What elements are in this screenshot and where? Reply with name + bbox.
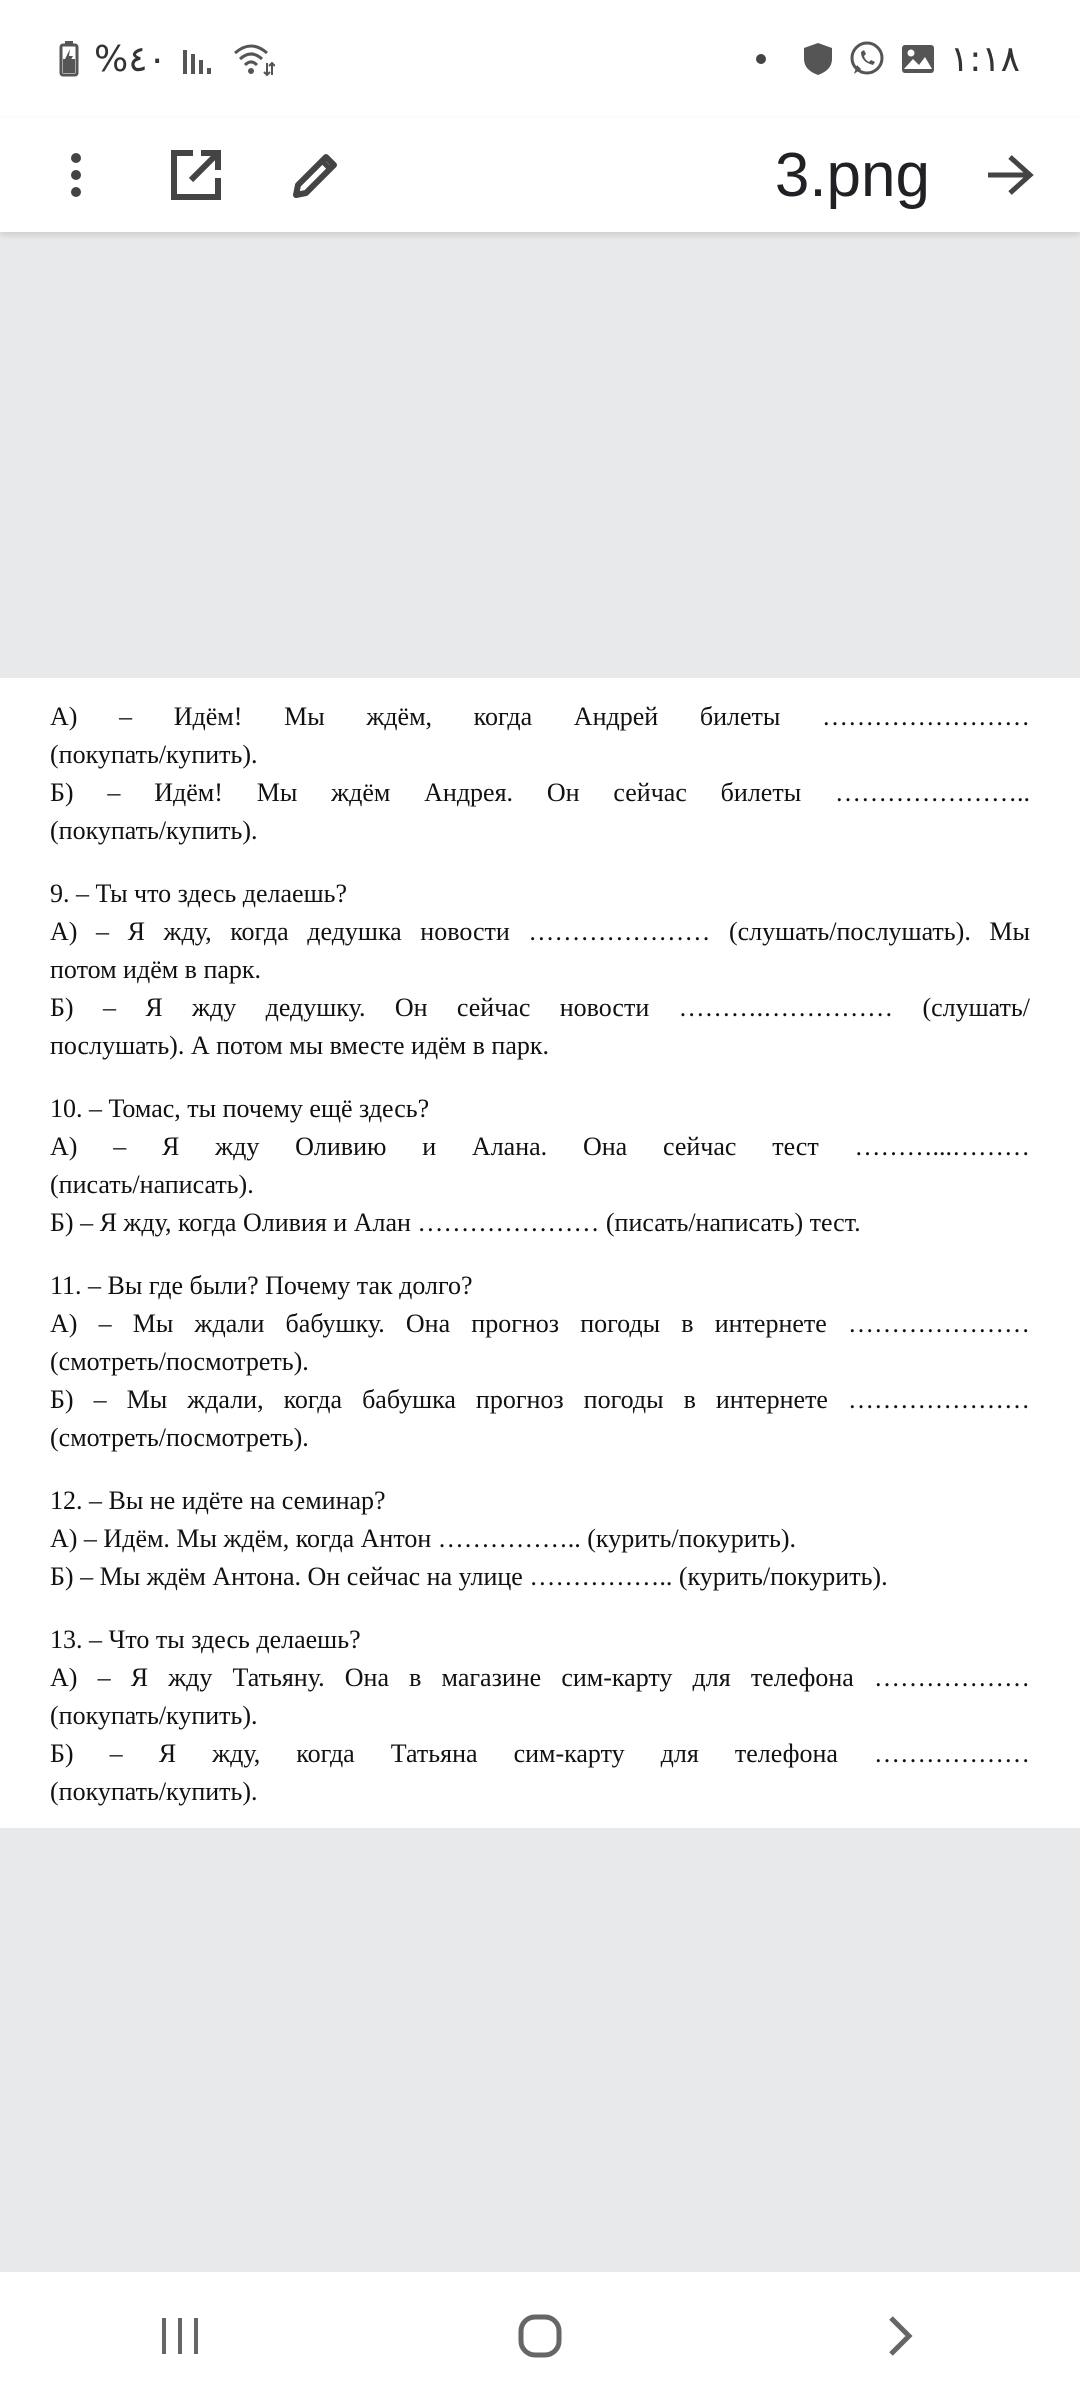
- toolbar-actions: [36, 135, 356, 215]
- text-line: А) – Я жду Оливию и Алана. Она сейчас тест ………...………: [50, 1132, 1030, 1161]
- question-heading: 13. – Что ты здесь делаешь?: [50, 1625, 361, 1654]
- more-vert-icon: [69, 150, 83, 200]
- text-line: А) – Мы ждали бабушку. Она прогноз погоды в интернете …………………: [50, 1309, 1030, 1338]
- status-right: [756, 39, 1020, 80]
- question-block: [50, 1482, 1030, 1596]
- system-nav-bar: [0, 2272, 1080, 2400]
- home-icon: [518, 2314, 562, 2358]
- more-options-button[interactable]: [36, 135, 116, 215]
- text-line: Б) – Я жду, когда Оливия и Алан ………………… (писать/написать) тест.: [50, 1208, 861, 1237]
- question-heading: 12. – Вы не идёте на семинар?: [50, 1486, 386, 1515]
- text-line: А) – Идём! Мы ждём, когда Андрей билеты ……………………: [50, 702, 1030, 731]
- text-line: (покупать/купить).: [50, 740, 258, 769]
- text-line: (покупать/купить).: [50, 1701, 258, 1730]
- text-line: (смотреть/посмотреть).: [50, 1347, 309, 1376]
- status-left: [58, 39, 275, 80]
- question-heading: 11. – Вы где были? Почему так долго?: [50, 1271, 473, 1300]
- home-button[interactable]: [480, 2286, 600, 2386]
- recent-apps-button[interactable]: [120, 2286, 240, 2386]
- question-block: [50, 698, 1030, 850]
- text-line: Б) – Мы ждём Антона. Он сейчас на улице …………….. (курить/покурить).: [50, 1562, 888, 1591]
- text-line: А) – Идём. Мы ждём, когда Антон …………….. (курить/покурить).: [50, 1524, 797, 1553]
- battery-icon: [58, 41, 80, 77]
- question-block: [50, 1267, 1030, 1457]
- arrow-forward-icon: [986, 153, 1034, 197]
- notification-dot: [756, 54, 766, 64]
- battery-percent: %٤٠: [94, 38, 167, 80]
- open-external-icon: [169, 148, 223, 202]
- signal-icon: [181, 42, 217, 76]
- text-line: (смотреть/посмотреть).: [50, 1423, 309, 1452]
- question-heading: 10. – Томас, ты почему ещё здесь?: [50, 1094, 430, 1123]
- text-line: (писать/написать).: [50, 1170, 254, 1199]
- wifi-icon: [231, 41, 275, 77]
- back-icon: [885, 2314, 915, 2358]
- next-button[interactable]: [970, 135, 1050, 215]
- edit-icon: [290, 149, 342, 201]
- text-line: потом идём в парк.: [50, 955, 262, 984]
- status-bar: [0, 0, 1080, 118]
- text-line: (покупать/купить).: [50, 1777, 258, 1806]
- text-line: А) – Я жду, когда дедушка новости ………………… (слушать/послушать). Мы: [50, 917, 1030, 946]
- whatsapp-icon: [848, 40, 886, 78]
- text-line: Б) – Идём! Мы ждём Андрея. Он сейчас билеты …………………..: [50, 778, 1030, 807]
- question-heading: 9. – Ты что здесь делаешь?: [50, 879, 348, 908]
- text-line: Б) – Я жду, когда Татьяна сим-карту для телефона ………………: [50, 1739, 1030, 1768]
- recent-apps-icon: [158, 2316, 202, 2356]
- document-image: [0, 678, 1080, 1828]
- text-line: Б) – Мы ждали, когда бабушка прогноз погоды в интернете …………………: [50, 1385, 1030, 1414]
- image-icon: [900, 43, 936, 75]
- shield-icon: [802, 41, 834, 77]
- question-block: [50, 1090, 1030, 1242]
- text-line: послушать). А потом мы вместе идём в парк.: [50, 1031, 550, 1060]
- text-line: Б) – Я жду дедушку. Он сейчас новости ……….…………… (слушать/: [50, 993, 1030, 1022]
- app-toolbar: [0, 118, 1080, 232]
- text-line: (покупать/купить).: [50, 816, 258, 845]
- text-line: А) – Я жду Татьяну. Она в магазине сим-карту для телефона ………………: [50, 1663, 1030, 1692]
- question-block: [50, 875, 1030, 1065]
- open-external-button[interactable]: [156, 135, 236, 215]
- question-block: [50, 1621, 1030, 1811]
- back-button[interactable]: [840, 2286, 960, 2386]
- edit-button[interactable]: [276, 135, 356, 215]
- file-title: 3.png: [774, 140, 930, 210]
- clock: ١:١٨: [949, 38, 1020, 80]
